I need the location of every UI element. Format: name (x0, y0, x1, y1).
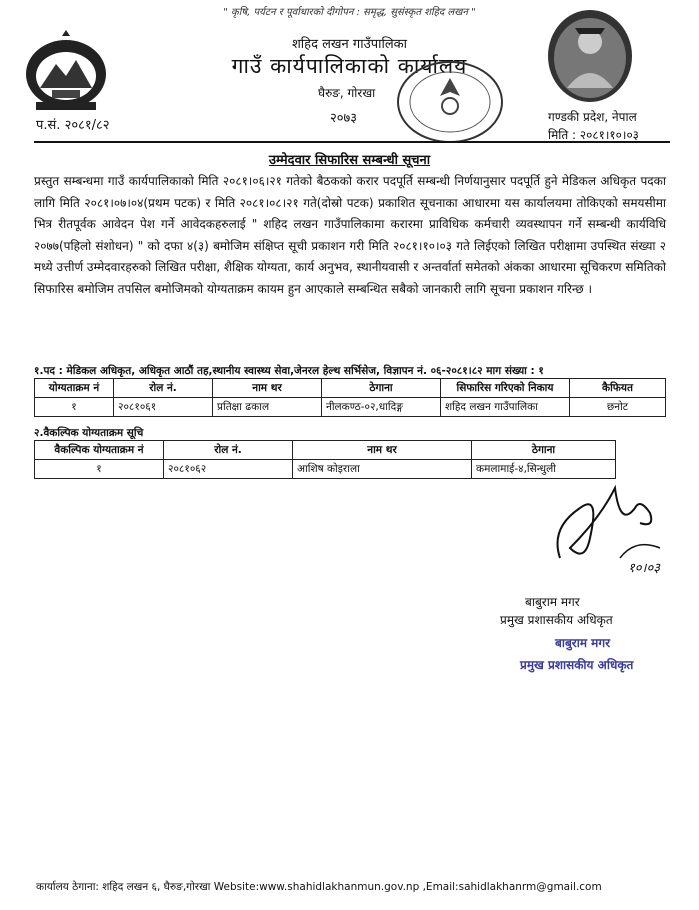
notice-title (0, 150, 699, 168)
alternate-candidates-table (34, 440, 616, 479)
post-details-line: १.पद : मेडिकल अधिकृत, अधिकृत आठौं तह,स्थानीय स्वास्थ्य सेवा,जेनरल हेल्थ सर्भिसेज, विज्ञापन नं. ०६-२०८१।८२ माग संख्या : १ (34, 365, 544, 377)
province-name: गण्डकी प्रदेश, नेपाल (548, 110, 637, 124)
office-name: गाउँ कार्यपालिकाको कार्यालय (231, 54, 468, 78)
table-header: ठेगाना (472, 441, 616, 460)
municipality-name: शहिद लखन गाउँपालिका (291, 37, 408, 52)
table-cell: शहिद लखन गाउँपालिका (441, 398, 570, 417)
handwritten-signature (540, 468, 680, 578)
alternate-list-title: २.वैकल्पिक योग्यताक्रम सूचि (34, 427, 144, 439)
table-cell: २०८१०६१ (114, 398, 213, 417)
header-divider (34, 141, 670, 143)
reference-number: प.सं. २०८१/८२ (36, 118, 110, 133)
notice-title-text: उम्मेदवार सिफारिस सम्बन्धी सूचना (268, 153, 431, 168)
table-header: ठेगाना (322, 379, 441, 398)
table-header: योग्यताक्रम नं (35, 379, 114, 398)
table-cell: १ (35, 460, 164, 479)
table-cell: छनोट (570, 398, 666, 417)
recommended-candidates-table (34, 378, 666, 417)
table-cell: १ (35, 398, 114, 417)
table-header: कैफियत (570, 379, 666, 398)
header-motto: " कृषि, पर्यटन र पूर्वाधारको दीगोपन : समृद्ध, सुसंस्कृत शहिद लखन " (223, 7, 476, 18)
table-header: रोल नं. (164, 441, 293, 460)
seal-signatory-name: बाबुराम मगर (555, 636, 611, 650)
table-header: सिफारिस गरिएको निकाय (441, 379, 570, 398)
established-year: २०७३ (330, 111, 358, 126)
table-cell: नीलकण्ठ-०२,धादिङ्ग (322, 398, 441, 417)
table-header: नाम थर (293, 441, 472, 460)
table-row (35, 460, 616, 479)
issue-date: मिति : २०८१।१०।०३ (548, 128, 639, 142)
footer-address: कार्यालय ठेगाना: शहिद लखन ६, घैरुङ,गोरखा Website:www.shahidlakhanmun.gov.np ,Email:sahidlakhanrm@gmail.com (36, 881, 602, 893)
table-cell: प्रतिक्षा ढकाल (213, 398, 322, 417)
notice-body: प्रस्तुत सम्बन्धमा गाउँ कार्यपालिकाको मिति २०८१।०६।२१ गतेको बैठकको करार पदपूर्ति सम्बन्धी निर्णयानुसार पदपूर्ति हुने मेडिकल अधिकृत पदका लागि मिति २०८१।०७।०४(प्रथम पटक) र मिति २०८१।०८।२१ गते(दोस्रो पटक) प्रकाशित सूचनाका आधारमा यस कार्यालयमा तोकिएको समयसीमा भित्र रीतपूर्वक आवेदन पेश गर्ने आवेदकहरुलाई " शहिद लखन गाउँपालिकामा करारमा प्राविधिक कर्मचारी व्यवस्थापन गर्ने सम्बन्धी कार्यविधि २०७७(पहिलो संशोधन) " को दफा ४(३) बमोजिम संक्षिप्त सूची प्रकाशन गरी मिति २०८१।१०।०३ गते लिईएको लिखित परीक्षामा उपस्थित संख्या २ मध्ये उत्तीर्ण उम्मेदवारहरुको लिखित परीक्षा, शैक्षिक योग्यता, कार्य अनुभव, स्थानीयवासी र अन्तर्वार्ता समेतको अंकका आधारमा सूचिकरण समितिको सिफारिस बमोजिम तपसिल बमोजिमको योग्यताक्रम कायम हुन आएकाले सम्बन्धित सबैको जानकारी लागि सूचना प्रकाशन गरिन्छ । (34, 174, 666, 296)
signatory-name: बाबुराम मगर (525, 595, 580, 609)
table-cell: २०८१०६२ (164, 460, 293, 479)
table-header: रोल नं. (114, 379, 213, 398)
seal-signatory-role: प्रमुख प्रशासकीय अधिकृत (520, 658, 634, 672)
table-cell: कमलामाई-४,सिन्धुली (472, 460, 616, 479)
office-place: घैरुङ, गोरखा (318, 86, 376, 100)
signature-date-text: १०।०३ (628, 561, 660, 576)
signatory-role: प्रमुख प्रशासकीय अधिकृत (500, 613, 613, 627)
table-row (35, 398, 666, 417)
table-header: नाम थर (213, 379, 322, 398)
table-header: वैकल्पिक योग्यताक्रम नं (35, 441, 164, 460)
office-stamp-seal (378, 56, 508, 148)
table-cell: आशिष कोइराला (293, 460, 472, 479)
